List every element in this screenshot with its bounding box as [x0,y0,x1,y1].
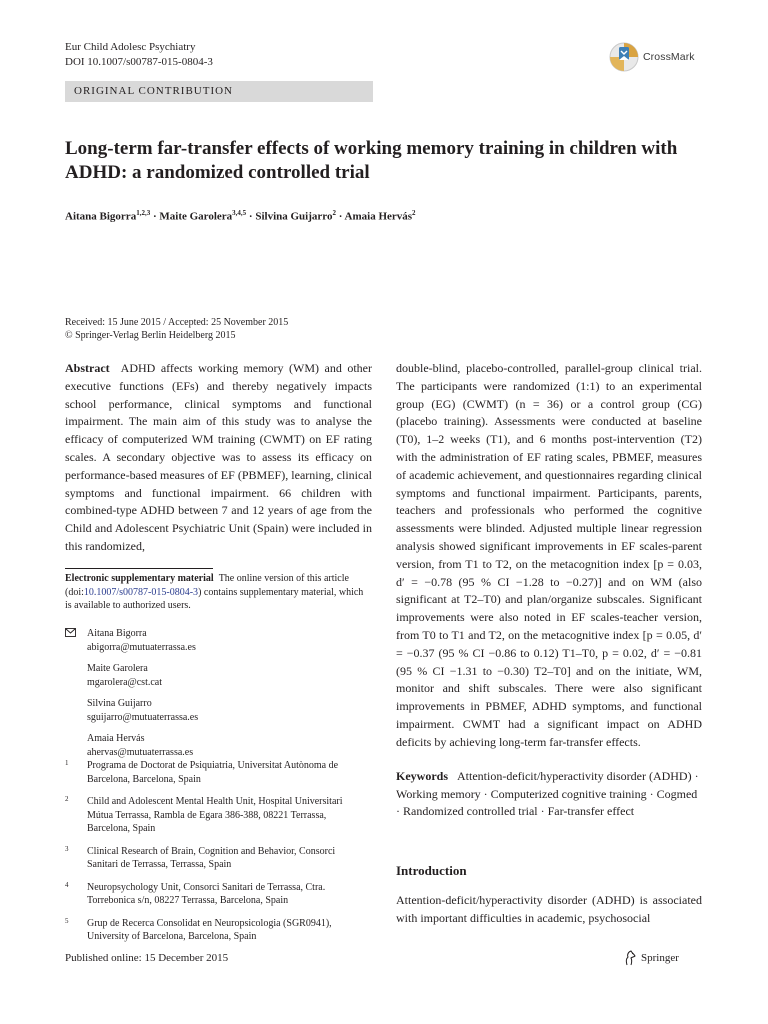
affiliation-text: Grup de Recerca Consolidat en Neuropsicologia (SGR0941), University of Barcelona, Barcelona, Spain [87,917,332,942]
author-name: Aitana Bigorra [65,210,137,223]
doi-line: DOI 10.1007/s00787-015-0804-3 [65,56,213,68]
supplementary-material-note [65,572,365,613]
contact-email[interactable]: ahervas@mutuaterrassa.es [87,746,194,758]
affiliation-entry [65,759,365,786]
author-separator: · [246,210,256,223]
crossmark-icon [609,42,639,72]
contact-entry [65,627,365,654]
contact-entry [65,732,365,759]
contact-email[interactable]: mgarolera@cst.cat [87,676,163,688]
keywords-text: Attention-deficit/hyperactivity disorder (ADHD) · Working memory · Computerized cognitive training · Cogmed · Randomized controlled trial · Far-transfer effect [396,769,699,818]
contact-name: Amaia Hervás [87,733,145,744]
affiliation-number: 2 [65,795,69,803]
contact-email[interactable]: sguijarro@mutuaterrassa.es [87,711,199,723]
keywords-label: Keywords [396,769,448,783]
introduction-text: Attention-deficit/hyperactivity disorder (ADHD) is associated with important difficulties in academic, psychosocial [396,893,702,925]
abstract-right-column: double-blind, placebo-controlled, parallel-group clinical trial. The participants were randomized (1:1) to an experimental group (EG) (CWMT) (n = 36) or a control group (CG) (placebo training). Assessments were conducted at baseline (T0), 1–2 weeks (T1), and 6 months post-intervention (T2) with the administration of EF rating scales, PBMEF, measures of academic achievement, and questionnaires regarding clinical symptoms and functional impairment. Participants, parents, teachers and professionals who performed the cognitive assessments were blinded. Adjusted multiple linear regression analysis showed significant improvements in EF scales-parent version, from T1 to T2, on the metacognition index [p = 0.03, d′ = −0.78 (95 % CI −1.28 to −0.27)] and on WM (also significant at T2–T0) and plan/organize subscales. Significant improvements were also noted in EF scales-teacher version, from T0 to T1 and T2, on the metacognitive index [p = 0.05, d′ = −0.37 (95 % CI −0.86 to 0.12) T1–T0, p = 0.02, d′ = −0.81 (95 % CI −1.31 to −0.30) T2–T0] and on the initiate, WM, monitor and shift subscales. There were also significant improvements in PBMEF, ADHD symptoms, and functional impairment. CWMT had a significant impact on ADHD deficits by achieving long-term far-transfer effects. [396,361,702,749]
publisher-logo [623,950,679,966]
received-accepted-dates: Received: 15 June 2015 / Accepted: 25 November 2015 [65,317,289,328]
author-affiliation-marker: 3,4,5 [232,209,247,217]
affiliation-text: Child and Adolescent Mental Health Unit, Hospital Universitari Mútua Terrassa, Rambla de Egara 386-388, 08221 Terrassa, Barcelona, Spain [87,796,343,834]
abstract-label: Abstract [65,361,110,375]
crossmark-label: CrossMark [643,51,695,63]
author-separator: · [335,210,345,223]
published-online-date: Published online: 15 December 2015 [65,952,229,964]
contact-entry [65,662,365,689]
journal-name: Eur Child Adolesc Psychiatry [65,41,196,53]
author-name: Silvina Guijarro [255,210,333,223]
springer-horse-icon [623,950,637,966]
esm-text-before: The online version of this article (doi: [65,573,349,598]
contact-name: Aitana Bigorra [87,628,147,639]
introduction-heading: Introduction [396,863,467,878]
contact-email[interactable]: abigorra@mutuaterrassa.es [87,641,196,653]
contact-name: Maite Garolera [87,663,148,674]
journal-header [65,40,213,70]
section-label: ORIGINAL CONTRIBUTION [65,81,373,102]
affiliation-text: Clinical Research of Brain, Cognition and Behavior, Consorci Sanitari de Terrassa, Terrassa, Spain [87,845,336,870]
author-separator: · [150,210,160,223]
affiliation-list [65,759,365,953]
affiliation-number: 3 [65,844,69,853]
affiliation-text: Programa de Doctorat de Psiquiatria, Universitat Autònoma de Barcelona, Barcelona, Spain [87,760,339,785]
esm-label: Electronic supplementary material [65,573,214,584]
esm-text-after: ) contains supplementary material, which is available to authorized users. [65,586,364,611]
crossmark-badge[interactable] [609,42,695,72]
affiliation-number: 1 [65,759,69,767]
doi-link[interactable]: 10.1007/s00787-015-0804-3 [83,586,199,598]
envelope-icon [65,628,76,637]
keywords-block [396,768,702,821]
contact-entry [65,697,365,724]
abstract-text-left: ADHD affects working memory (WM) and other executive functions (EFs) and thereby negatively impacts school performance, clinical symptoms and functional impairment. The main aim of this study was to analyse the efficacy of computerized WM training (CWMT) on EF rating scales. A secondary objective was to assess its efficacy on performance-based measures of EF (PBMEF), learning, clinical symptoms and functional impairment. 66 children with combined-type ADHD between 7 and 12 years of age from the Child and Adolescent Psychiatric Unit (Spain) were included in this randomized, [65,361,372,553]
affiliation-entry [65,795,365,836]
affiliation-number: 4 [65,880,69,889]
affiliation-number: 5 [65,916,69,925]
affiliation-entry [65,881,365,908]
affiliation-entry [65,917,365,944]
article-title: Long-term far-transfer effects of working memory training in children with ADHD: a randomized controlled trial [65,138,678,183]
abstract-left-column [65,360,372,556]
copyright-line: © Springer-Verlag Berlin Heidelberg 2015 [65,330,236,341]
publication-history [65,316,288,342]
footnote-divider [65,568,213,569]
author-name: Maite Garolera [159,210,233,223]
affiliation-text: Neuropsychology Unit, Consorci Sanitari de Terrassa, Ctra. Torrebonica s/n, 08227 Terrassa, Barcelona, Spain [87,881,326,906]
author-affiliation-marker: 1,2,3 [136,209,151,217]
publisher-name: Springer [641,952,679,964]
author-list [65,205,416,225]
author-affiliation-marker: 2 [412,209,416,217]
author-contacts [65,627,365,767]
author-name: Amaia Hervás [344,210,413,223]
author-affiliation-marker: 2 [332,209,336,217]
contact-name: Silvina Guijarro [87,698,152,709]
affiliation-entry [65,845,365,872]
